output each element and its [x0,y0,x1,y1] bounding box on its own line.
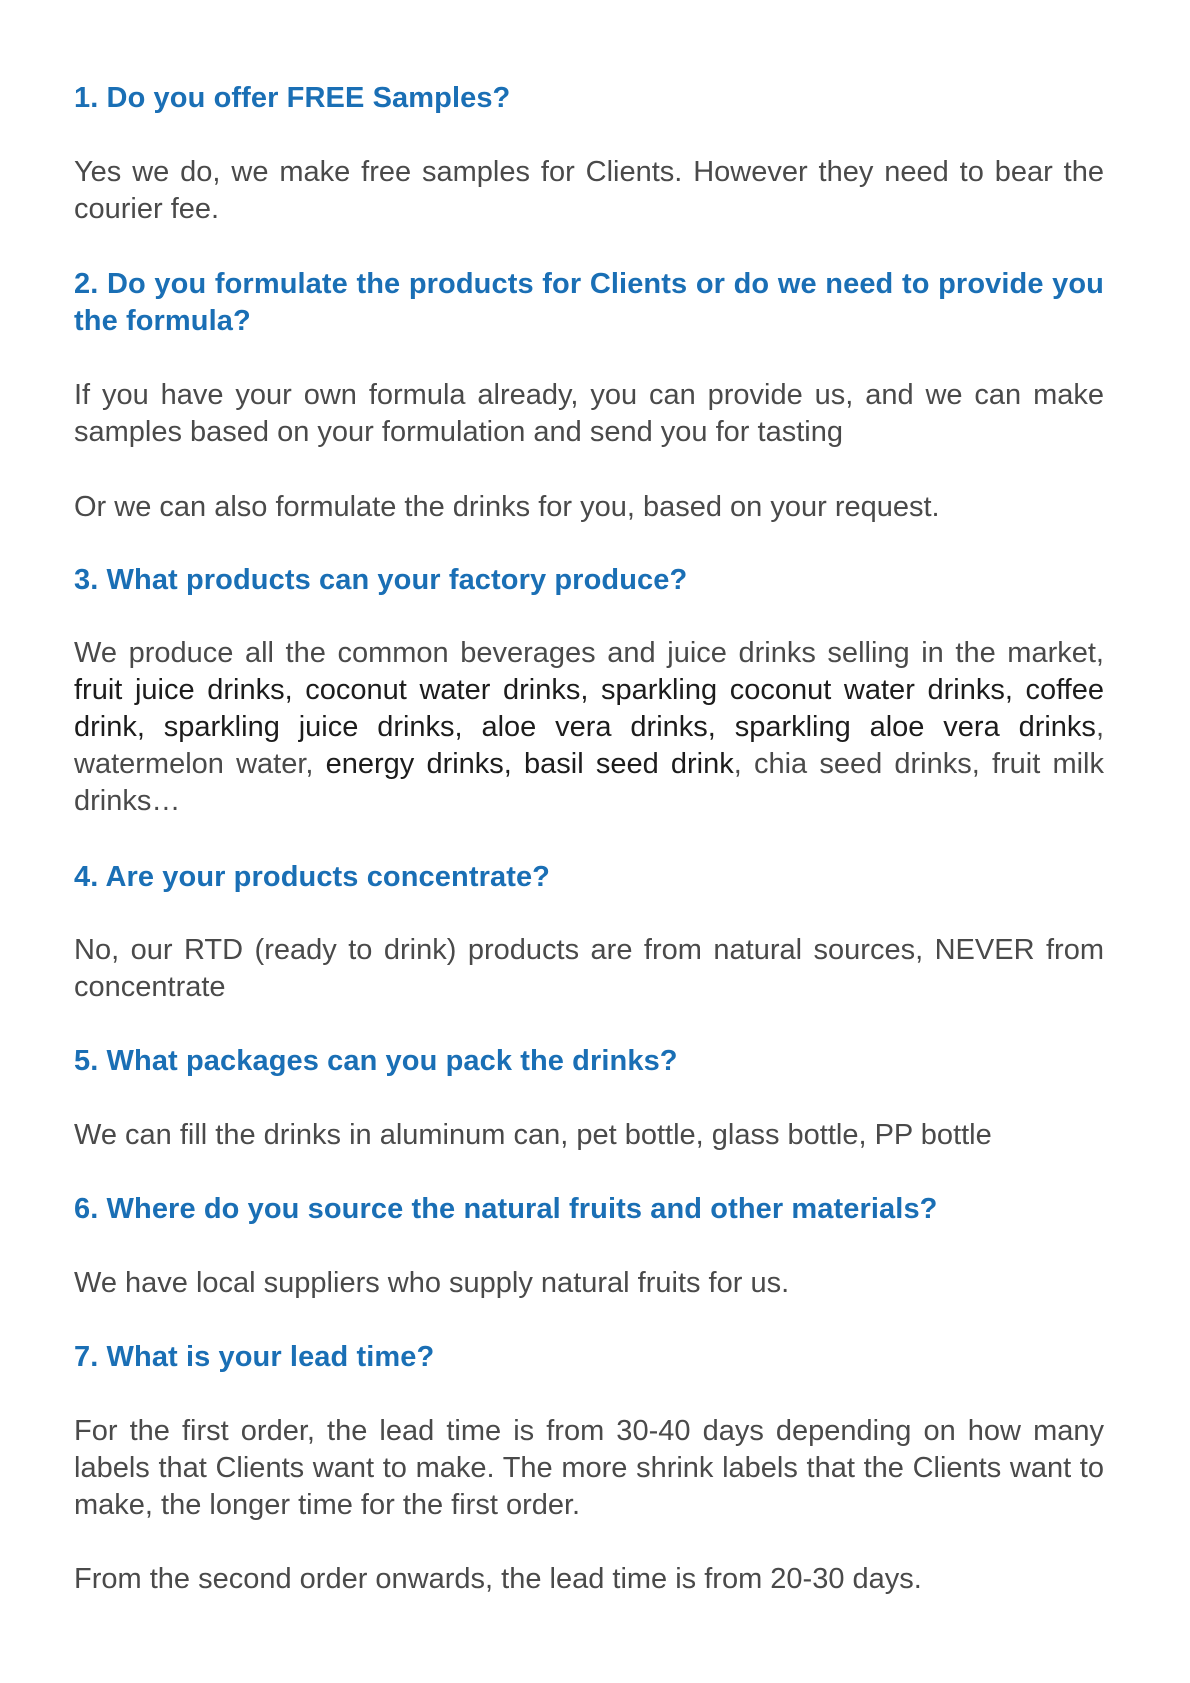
answer-3-middle: , watermelon water, [74,711,1104,780]
answer-3-end: , chia seed drinks, fruit milk drinks… [74,748,1104,817]
answer-3-intro: We produce all the common beverages and juice drinks selling in the market, [74,637,1104,669]
faq-answer-7b: From the second order onwards, the lead time is from 20-30 days. [74,1563,922,1595]
faq-question-1: 1. Do you offer FREE Samples? [74,82,511,114]
faq-answer-5: We can fill the drinks in aluminum can, pet bottle, glass bottle, PP bottle [74,1119,992,1151]
faq-answer-4: No, our RTD (ready to drink) products are from natural sources, NEVER from concentrate [74,934,1104,1003]
faq-answer-3 [74,635,1104,820]
faq-question-4: 4. Are your products concentrate? [74,861,550,893]
faq-answer-6: We have local suppliers who supply natural fruits for us. [74,1267,790,1299]
faq-question-7: 7. What is your lead time? [74,1341,435,1373]
answer-3-product-list-2: energy drinks, basil seed drink [325,748,734,780]
faq-question-2: 2. Do you formulate the products for Clients or do we need to provide you the formula? [74,268,1104,337]
faq-question-3: 3. What products can your factory produce? [74,564,688,596]
faq-question-6: 6. Where do you source the natural fruits and other materials? [74,1193,938,1225]
faq-answer-2a: If you have your own formula already, you can provide us, and we can make samples based on your formulation and send you for tasting [74,379,1104,448]
faq-answer-7a: For the first order, the lead time is from 30-40 days depending on how many labels that Clients want to make. The more shrink labels that the Clients want to make, the longer time for the first order. [74,1415,1104,1521]
faq-question-5: 5. What packages can you pack the drinks? [74,1045,678,1077]
faq-answer-1: Yes we do, we make free samples for Clients. However they need to bear the courier fee. [74,156,1104,225]
faq-answer-2b: Or we can also formulate the drinks for you, based on your request. [74,491,940,523]
answer-3-product-list: fruit juice drinks, coconut water drinks, sparkling coconut water drinks, coffee drink, sparkling juice drinks, aloe vera drinks, sparkling aloe vera drinks [74,674,1104,743]
